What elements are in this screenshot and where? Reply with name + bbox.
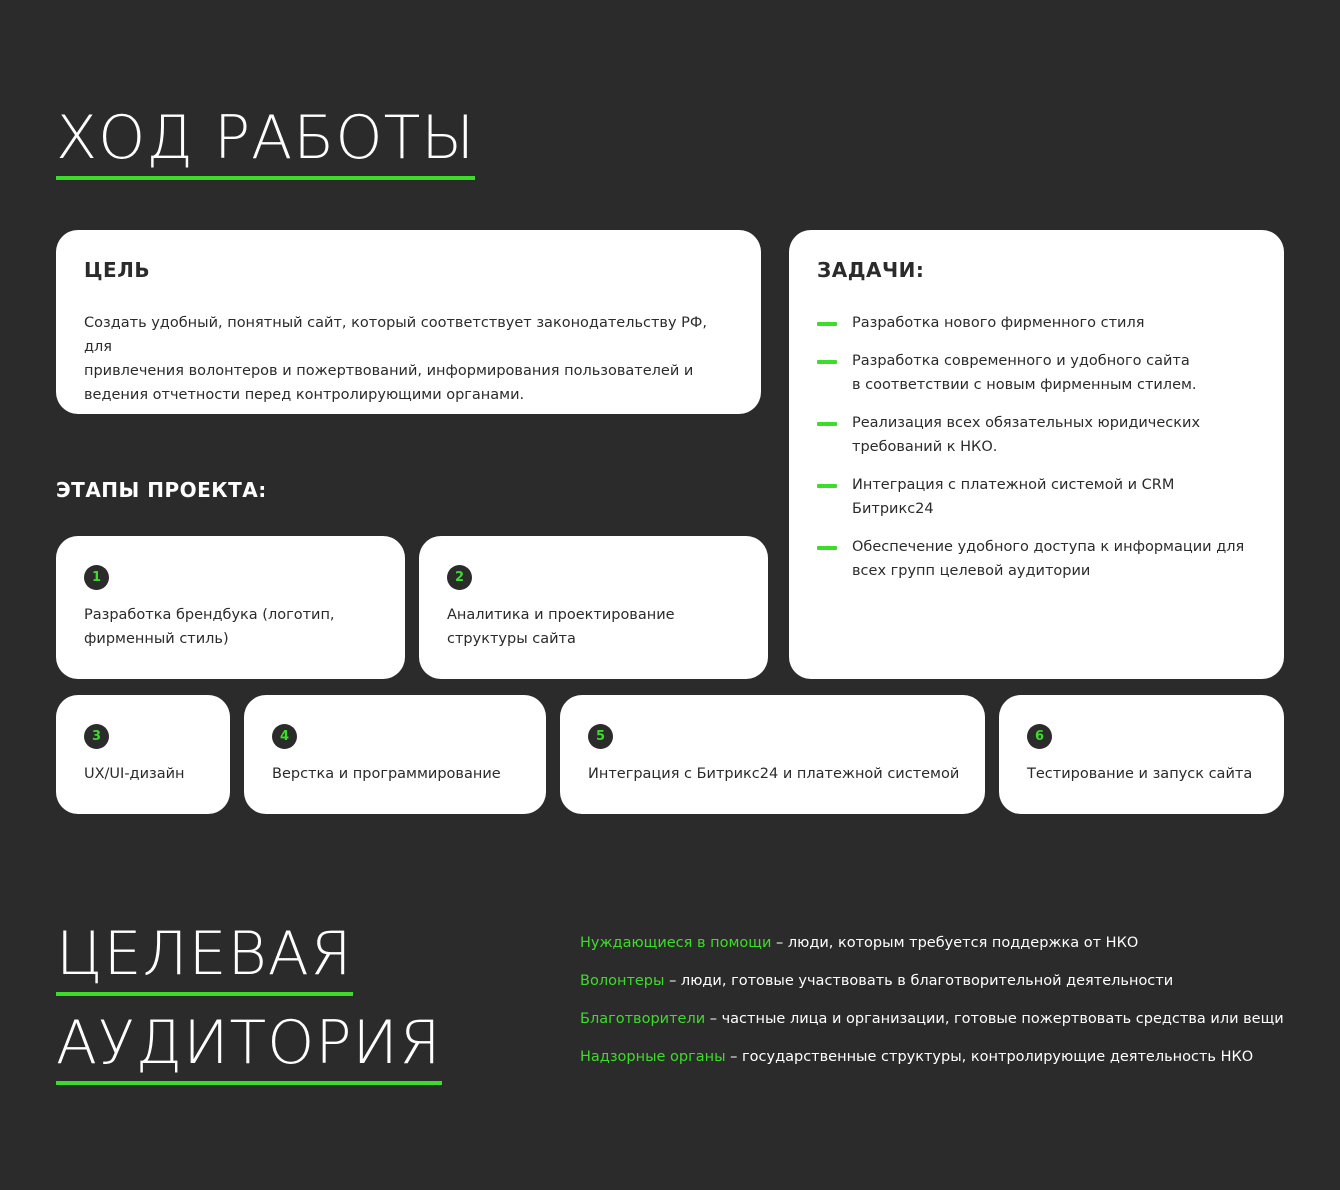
- dash-icon: [817, 546, 837, 550]
- goal-heading: ЦЕЛЬ: [84, 258, 151, 282]
- audience-term: Нуждающиеся в помощи: [580, 935, 772, 951]
- audience-desc: – люди, которым требуется поддержка от НКО: [771, 935, 1139, 951]
- audience-title-line2: [56, 1008, 442, 1085]
- tasks-list: [817, 311, 1256, 583]
- stage-number: 6: [1027, 724, 1052, 749]
- dash-icon: [817, 484, 837, 488]
- goal-card: [56, 230, 761, 414]
- stage-line: Тестирование и запуск сайта: [1027, 766, 1253, 782]
- stage-text: [84, 762, 185, 786]
- stage-card-4: [244, 695, 546, 814]
- task-item: [817, 535, 1256, 583]
- progress-title: [56, 103, 476, 180]
- goal-line: ведения отчетности перед контролирующими органами.: [84, 387, 525, 403]
- stage-text: [272, 762, 501, 786]
- audience-term: Надзорные органы: [580, 1049, 726, 1065]
- audience-term: Благотворители: [580, 1011, 706, 1027]
- stage-card-1: [56, 536, 405, 679]
- task-item: [817, 411, 1256, 459]
- stage-card-6: [999, 695, 1284, 814]
- tasks-card: [789, 230, 1284, 679]
- stages-heading: ЭТАПЫ ПРОЕКТА:: [56, 478, 267, 502]
- stage-line: Разработка брендбука (логотип,: [84, 607, 335, 623]
- stage-card-2: [419, 536, 768, 679]
- goal-line: Создать удобный, понятный сайт, который соответствует законодательству РФ, для: [84, 315, 708, 355]
- goal-line: привлечения волонтеров и пожертвований, информирования пользователей и: [84, 363, 694, 379]
- task-line: Реализация всех обязательных юридических: [852, 415, 1201, 431]
- stage-number: 2: [447, 565, 472, 590]
- stage-text: [447, 603, 675, 651]
- audience-desc: – частные лица и организации, готовые пожертвовать средства или вещи: [705, 1011, 1284, 1027]
- stage-line: Верстка и программирование: [272, 766, 501, 782]
- stage-card-3: [56, 695, 230, 814]
- audience-title-text: ЦЕЛЕВАЯ: [56, 924, 353, 996]
- dash-icon: [817, 360, 837, 364]
- stage-text: [588, 762, 959, 786]
- task-line: Обеспечение удобного доступа к информации для: [852, 539, 1245, 555]
- stage-line: UX/UI-дизайн: [84, 766, 185, 782]
- stage-line: Интеграция с Битрикс24 и платежной системой: [588, 766, 960, 782]
- dash-icon: [817, 322, 837, 326]
- stage-line: Аналитика и проектирование: [447, 607, 675, 623]
- stage-number: 4: [272, 724, 297, 749]
- audience-item: [580, 1007, 1284, 1031]
- stage-line: фирменный стиль): [84, 631, 229, 647]
- audience-term: Волонтеры: [580, 973, 665, 989]
- task-line: Разработка современного и удобного сайта: [852, 353, 1190, 369]
- task-line: в соответствии с новым фирменным стилем.: [852, 377, 1197, 393]
- audience-title-line1: [56, 919, 353, 996]
- audience-desc: – люди, готовые участвовать в благотворительной деятельности: [664, 973, 1174, 989]
- progress-title-text: ХОД РАБОТЫ: [56, 108, 475, 180]
- audience-item: [580, 931, 1284, 955]
- tasks-heading: ЗАДАЧИ:: [817, 258, 925, 282]
- audience-item: [580, 1045, 1284, 1069]
- audience-list: [580, 931, 1284, 1083]
- task-line: всех групп целевой аудитории: [852, 563, 1091, 579]
- stage-text: [1027, 762, 1252, 786]
- dash-icon: [817, 422, 837, 426]
- stage-number: 3: [84, 724, 109, 749]
- task-item: [817, 311, 1256, 335]
- goal-text: [84, 311, 733, 407]
- audience-desc: – государственные структуры, контролирующие деятельность НКО: [725, 1049, 1254, 1065]
- stage-number: 5: [588, 724, 613, 749]
- task-line: Разработка нового фирменного стиля: [852, 315, 1145, 331]
- stage-card-5: [560, 695, 985, 814]
- stage-line: структуры сайта: [447, 631, 576, 647]
- task-item: [817, 473, 1256, 521]
- audience-item: [580, 969, 1284, 993]
- task-item: [817, 349, 1256, 397]
- task-line: Интеграция с платежной системой и CRM Битрикс24: [852, 477, 1175, 517]
- stage-number: 1: [84, 565, 109, 590]
- task-line: требований к НКО.: [852, 439, 998, 455]
- stage-text: [84, 603, 335, 651]
- audience-title-text: АУДИТОРИЯ: [56, 1013, 442, 1085]
